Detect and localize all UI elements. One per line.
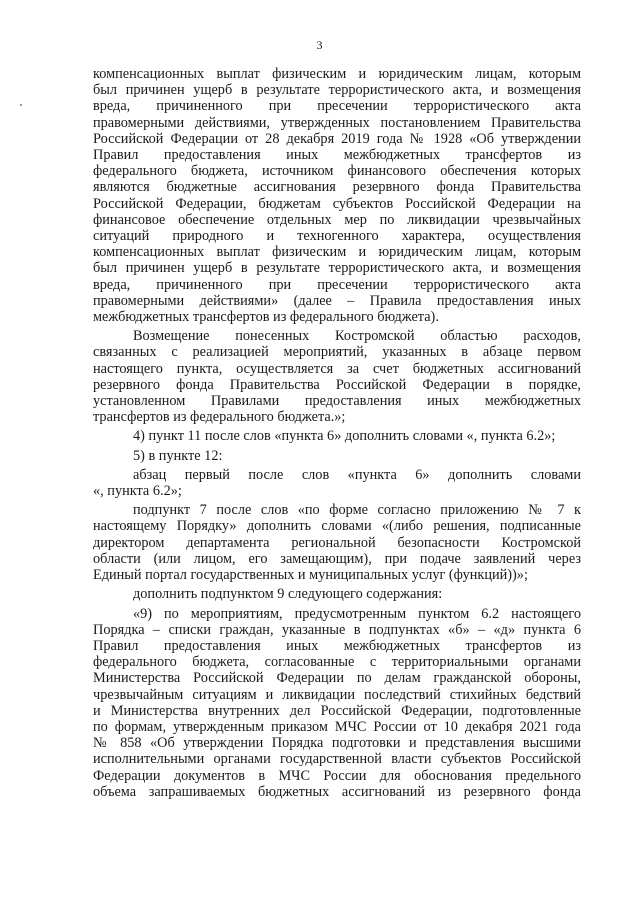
text-line: исполнительными органами государственной власти субъектов Российской: [93, 751, 581, 768]
text-line: Российской Федерации от 28 декабря 2019 года № 1928 «Об утверждении: [93, 130, 581, 147]
text-line: области (или лицом, его замещающим), при подаче заявлений через: [93, 550, 581, 567]
paragraph-first-line: дополнить подпунктом 9 следующего содержания:: [133, 586, 443, 603]
paragraph-first-line: абзац первый после слов «пункта 6» дополнить словами: [133, 466, 581, 483]
text-line: объема запрашиваемых бюджетных ассигнований из резервного фонда: [93, 783, 581, 800]
text-line: Министерства Российской Федерации по делам гражданской обороны,: [93, 670, 581, 687]
text-line: № 858 «Об утверждении Порядка подготовки и представления высшими: [93, 735, 581, 752]
text-line: вреда, причиненного при пресечении террористического акта: [93, 98, 581, 115]
text-line: и Министерства внутренних дел Российской Федерации, подготовленные: [93, 702, 581, 719]
text-line: связанных с реализацией мероприятий, указанных в абзаце первом: [93, 344, 581, 361]
text-line: Правил предоставления иных межбюджетных трансфертов из: [93, 147, 581, 164]
text-line: резервного фонда Правительства Российской Федерации в порядке,: [93, 376, 581, 393]
text-line: настоящему Порядку» дополнить словами «(либо решения, подписанные: [93, 518, 581, 535]
page-number: 3: [316, 38, 323, 52]
text-line: Единый портал государственных и муниципальных услуг (функций))»;: [93, 567, 528, 584]
paragraph-first-line: «9) по мероприятиям, предусмотренным пунктом 6.2 настоящего: [133, 605, 581, 622]
text-line: федерального бюджета, согласованные с территориальными органами: [93, 654, 581, 671]
text-line: Порядка – списки граждан, указанные в подпунктах «б» – «д» пункта 6: [93, 621, 581, 638]
text-line: «, пункта 6.2»;: [93, 483, 182, 500]
scan-speck: [20, 104, 22, 106]
paragraph-first-line: 4) пункт 11 после слов «пункта 6» дополнить словами «, пункта 6.2»;: [133, 428, 556, 445]
text-line: Правил предоставления иных межбюджетных трансфертов из: [93, 637, 581, 654]
paragraph-first-line: 5) в пункте 12:: [133, 447, 223, 464]
text-line: компенсационных выплат физическим и юридическим лицам, которым: [93, 244, 581, 261]
text-line: финансовое обеспечение отдельных мер по ликвидации чрезвычайных: [93, 211, 581, 228]
text-line: чрезвычайным ситуациям и ликвидации последствий стихийных бедствий: [93, 686, 581, 703]
document-body: [93, 66, 581, 800]
text-line: Федерации документов в МЧС России для обоснования предельного: [93, 767, 581, 784]
text-line: настоящего пункта, осуществляется за счет бюджетных ассигнований: [93, 360, 581, 377]
text-line: компенсационных выплат физическим и юридическим лицам, которым: [93, 66, 581, 82]
paragraph-first-line: Возмещение понесенных Костромской областью расходов,: [133, 328, 581, 345]
text-line: федерального бюджета, источником финансового обеспечения которых: [93, 163, 581, 180]
text-line: директором департамента региональной безопасности Костромской: [93, 534, 581, 551]
text-line: был причинен ущерб в результате террористического акта, и возмещения: [93, 82, 581, 99]
text-line: установленном Правилами предоставления иных межбюджетных: [93, 393, 581, 410]
text-line: по формам, утвержденным приказом МЧС России от 10 декабря 2021 года: [93, 718, 581, 735]
text-line: правомерными действиями, утвержденных постановлением Правительства: [93, 114, 581, 131]
text-line: правомерными действиями» (далее – Правила предоставления иных: [93, 292, 581, 309]
text-line: межбюджетных трансфертов из федерального бюджета).: [93, 309, 439, 326]
text-line: был причинен ущерб в результате террористического акта, и возмещения: [93, 260, 581, 277]
paragraph-first-line: подпункт 7 после слов «по форме согласно приложению № 7 к: [133, 502, 581, 519]
text-line: являются бюджетные ассигнования резервного фонда Правительства: [93, 179, 581, 196]
text-line: вреда, причиненного при пресечении террористического акта: [93, 276, 581, 293]
text-line: трансфертов из федерального бюджета.»;: [93, 409, 346, 426]
text-line: ситуаций природного и техногенного характера, осуществления: [93, 228, 581, 245]
text-line: Российской Федерации, бюджетам субъектов Российской Федерации на: [93, 195, 581, 212]
